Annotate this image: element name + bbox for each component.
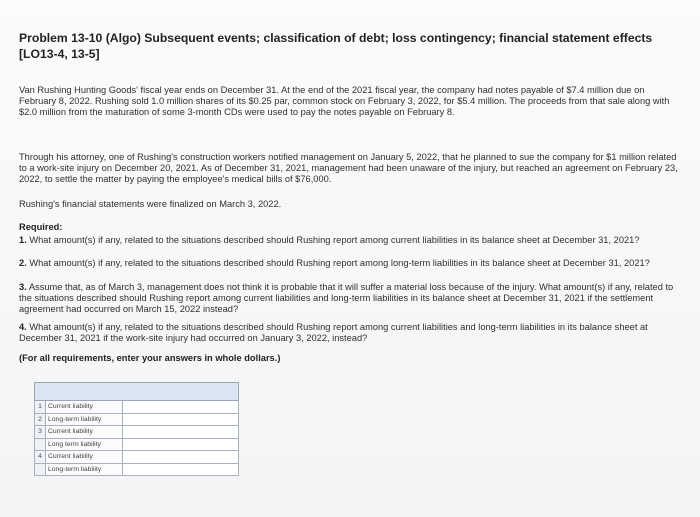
- requirement-2: [19, 258, 681, 269]
- requirement-number-cell: 2: [35, 413, 46, 426]
- requirement-number: 3.: [19, 282, 27, 292]
- answer-table-header-cell: [35, 383, 239, 401]
- requirement-4: [19, 322, 681, 344]
- problem-title: Problem 13-10 (Algo) Subsequent events; classification of debt; loss contingency; financial statement effects [LO13-4, 13-5]: [19, 31, 653, 61]
- amount-input-cell[interactable]: [123, 413, 239, 426]
- requirement-text: What amount(s) if any, related to the situations described should Rushing report among current liabilities and long-term liabilities in its balance sheet at December 31, 2021 if the work-site injury had occurred on January 3, 2022, instead?: [19, 322, 648, 343]
- liability-label-cell: Current liability: [46, 451, 123, 464]
- table-row: [35, 463, 239, 476]
- liability-label-cell: Current liability: [46, 401, 123, 414]
- liability-label-cell: Long term liability: [46, 438, 123, 451]
- requirement-number-cell: 3: [35, 426, 46, 439]
- requirement-number: 2.: [19, 258, 27, 268]
- requirement-1: [19, 235, 681, 246]
- requirement-number-cell: [35, 463, 46, 476]
- requirement-number: 1.: [19, 235, 27, 245]
- liability-label-cell: Long-term liability: [46, 463, 123, 476]
- requirement-number-cell: [35, 438, 46, 451]
- table-row: [35, 413, 239, 426]
- scenario-paragraph-lawsuit: Through his attorney, one of Rushing's construction workers notified management on January 5, 2022, that he planned to sue the company for $1 million related to a work-site injury on December 20, 2021. As of December 31, 2021, management had been unaware of the injury, but reached an agreement on February 23, 2022, to settle the matter by paying the employee's medical bills of $76,000.: [19, 152, 678, 185]
- amount-input-cell[interactable]: [123, 426, 239, 439]
- liability-label-cell: Current liability: [46, 426, 123, 439]
- scenario-paragraph-notes: Van Rushing Hunting Goods' fiscal year ends on December 31. At the end of the 2021 fiscal year, the company had notes payable of $7.4 million due on February 8, 2022. Rushing sold 1.0 million shares of its $0.25 par, common stock on February 3, 2022, for $5.4 million. The proceeds from that sale along with $2.0 million from the maturation of some 3-month CDs were used to pay the notes payable on February 8.: [19, 85, 670, 118]
- requirement-3: [19, 282, 681, 315]
- requirement-text: Assume that, as of March 3, management does not think it is probable that it will suffer a material loss because of the injury. What amount(s) if any, related to the situations described should Rushing report among current liabilities and long-term liabilities in its balance sheet at December 31, 2021 if the settlement agreement had occurred on March 15, 2022 instead?: [19, 282, 674, 314]
- required-heading: Required:: [19, 222, 63, 232]
- amount-input-cell[interactable]: [123, 438, 239, 451]
- liability-label-cell: Long-term liability: [46, 413, 123, 426]
- answer-table-header: [35, 383, 239, 401]
- table-row: [35, 401, 239, 414]
- table-row: [35, 438, 239, 451]
- requirement-text: What amount(s) if any, related to the situations described should Rushing report among long-term liabilities in its balance sheet at December 31, 2021?: [29, 258, 650, 268]
- answer-format-note: (For all requirements, enter your answers in whole dollars.): [19, 353, 281, 363]
- requirement-text: What amount(s) if any, related to the situations described should Rushing report among current liabilities in its balance sheet at December 31, 2021?: [29, 235, 640, 245]
- requirement-number-cell: 1: [35, 401, 46, 414]
- amount-input-cell[interactable]: [123, 401, 239, 414]
- table-row: [35, 426, 239, 439]
- requirement-number-cell: 4: [35, 451, 46, 464]
- scenario-paragraph-finalized: Rushing's financial statements were finalized on March 3, 2022.: [19, 199, 282, 209]
- amount-input-cell[interactable]: [123, 463, 239, 476]
- requirement-number: 4.: [19, 322, 27, 332]
- answer-table: [34, 382, 239, 476]
- amount-input-cell[interactable]: [123, 451, 239, 464]
- table-row: [35, 451, 239, 464]
